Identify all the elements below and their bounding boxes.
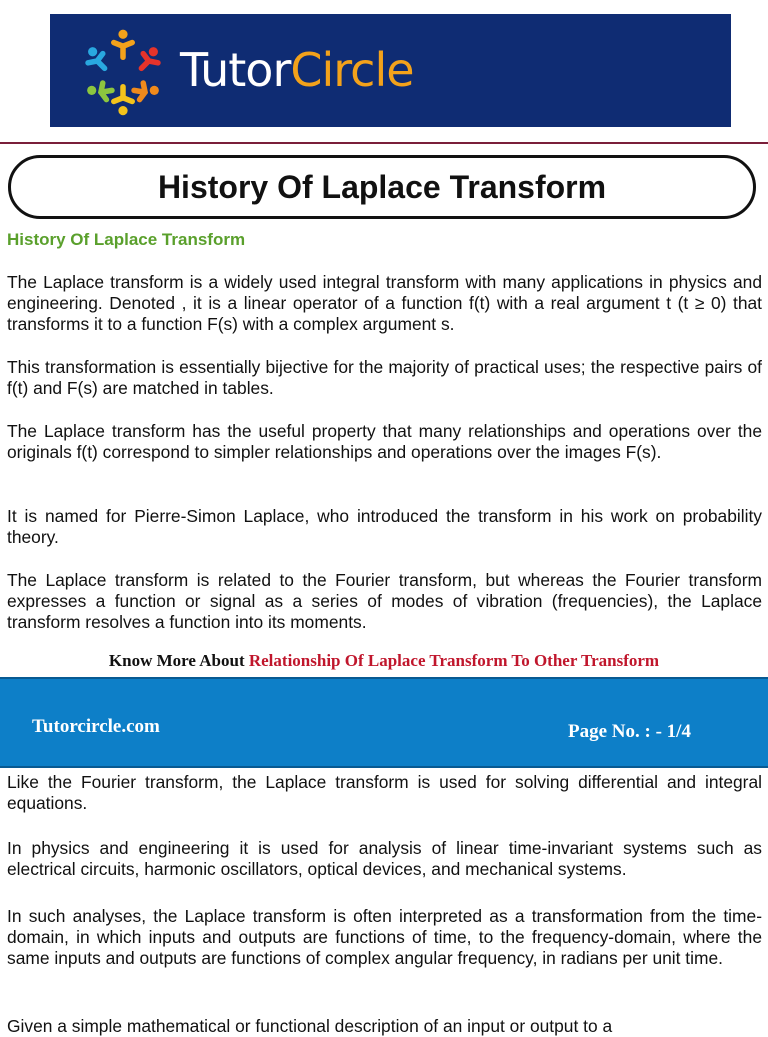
paragraph: The Laplace transform is a widely used integral transform with many applications in physics and engineering. Denoted , it is a linear operator of a function f(t) with a real argument t (t ≥ 0) that transforms it to a function F(s) with a complex argument s. xyxy=(7,272,762,334)
know-more-line xyxy=(0,651,768,671)
footer-site-link[interactable]: Tutorcircle.com xyxy=(32,716,160,737)
paragraph: The Laplace transform has the useful property that many relationships and operations over the originals f(t) correspond to simpler relationships and operations over the images F(s). xyxy=(7,421,762,462)
paragraph: In such analyses, the Laplace transform is often interpreted as a transformation from the time-domain, in which inputs and outputs are functions of time, to the frequency-domain, where the same inputs and outputs are functions of complex angular frequency, in radians per unit time. xyxy=(7,906,762,968)
brand-word-tutor: Tutor xyxy=(180,43,291,97)
brand-word-circle: Circle xyxy=(290,43,414,97)
know-more-link[interactable]: Relationship Of Laplace Transform To Other Transform xyxy=(248,651,660,670)
know-more-prefix: Know More About xyxy=(108,651,249,670)
page-footer-bar xyxy=(0,677,768,768)
paragraph: The Laplace transform is related to the Fourier transform, but whereas the Fourier transform expresses a function or signal as a series of modes of vibration (frequencies), the Laplace transform resolves a function into its moments. xyxy=(7,570,762,632)
brand-logo-text xyxy=(180,42,414,98)
title-box xyxy=(8,155,756,219)
page-title: History Of Laplace Transform xyxy=(157,168,607,205)
page-number: Page No. : - 1/4 xyxy=(568,721,691,742)
paragraph: This transformation is essentially bijective for the majority of practical uses; the respective pairs of f(t) and F(s) are matched in tables. xyxy=(7,357,762,398)
paragraph: It is named for Pierre-Simon Laplace, who introduced the transform in his work on probability theory. xyxy=(7,506,762,547)
header-divider xyxy=(0,142,768,144)
header-banner xyxy=(50,14,731,127)
paragraph: Given a simple mathematical or functional description of an input or output to a xyxy=(7,1016,613,1036)
paragraph: In physics and engineering it is used for analysis of linear time-invariant systems such as electrical circuits, harmonic oscillators, optical devices, and mechanical systems. xyxy=(7,838,762,879)
section-subheading: History Of Laplace Transform xyxy=(7,230,246,249)
paragraph: Like the Fourier transform, the Laplace transform is used for solving differential and integral equations. xyxy=(7,772,762,813)
people-circle-icon xyxy=(74,26,172,118)
